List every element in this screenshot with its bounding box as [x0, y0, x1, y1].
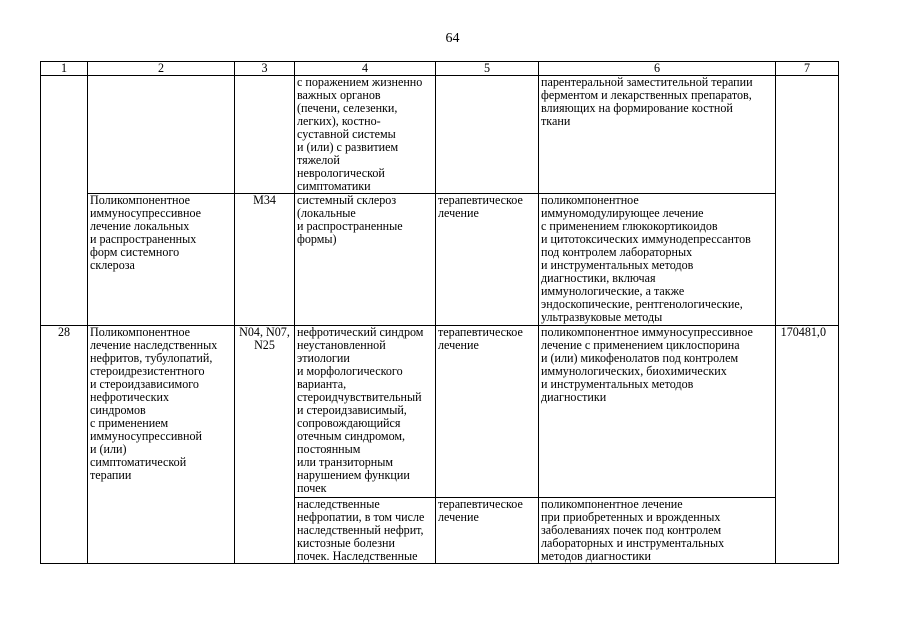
- header-row: [41, 62, 839, 76]
- page-number: 64: [445, 31, 460, 46]
- icd-code-cell: M34: [235, 194, 295, 326]
- icd-code-cell: [235, 76, 295, 194]
- treatment-method-cell: поликомпонентное иммуносупрессивное лечение с применением циклоспорина и (или) микофенолатов под контролем иммунологических, биохимических и инструментальных методов диагностики: [539, 326, 776, 498]
- treatment-type-cell: терапевтическое лечение: [436, 194, 539, 326]
- table-row: [41, 498, 839, 564]
- treatment-method-cell: парентеральной заместительной терапии ферментом и лекарственных препаратов, влияющих на формирование костной ткани: [539, 76, 776, 194]
- treatment-method-cell: поликомпонентное иммуномодулирующее лечение с применением глюкокортикоидов и цитотоксических иммунодепрессантов под контролем лабораторных и инструментальных методов диагностики, включая иммунологические, а также эндоскопические, рентгенологические, ультразвуковые методы: [539, 194, 776, 326]
- treatment-type-cell: терапевтическое лечение: [436, 498, 539, 564]
- row-number-cell: 28: [41, 326, 88, 498]
- header-col-1: 1: [41, 62, 88, 76]
- header-col-6: 6: [539, 62, 776, 76]
- treatment-type-cell: терапевтическое лечение: [436, 326, 539, 498]
- care-type-cell: Поликомпонентное лечение наследственных нефритов, тубулопатий, стероидрезистентного и стероидзависимого нефротических синдромов с применением иммуносупрессивной и (или) симптоматической терапии: [88, 326, 235, 498]
- table-row: [41, 76, 839, 194]
- cost-cell: [776, 76, 839, 194]
- cost-cell: [776, 498, 839, 564]
- care-type-cell: [88, 76, 235, 194]
- patient-model-cell: наследственные нефропатии, в том числе наследственный нефрит, кистозные болезни почек. Наследственные: [295, 498, 436, 564]
- header-col-2: 2: [88, 62, 235, 76]
- header-col-7: 7: [776, 62, 839, 76]
- icd-code-cell: [235, 498, 295, 564]
- row-number-cell: [41, 76, 88, 194]
- medical-care-table: [40, 61, 839, 564]
- treatment-method-cell: поликомпонентное лечение при приобретенных и врожденных заболеваниях почек под контролем лабораторных и инструментальных методов диагностики: [539, 498, 776, 564]
- header-col-4: 4: [295, 62, 436, 76]
- patient-model-cell: системный склероз (локальные и распространенные формы): [295, 194, 436, 326]
- patient-model-cell: нефротический синдром неустановленной этиологии и морфологического варианта, стероидчувствительный и стероидзависимый, сопровождающийся отечным синдромом, постоянным или транзиторным нарушением функции почек: [295, 326, 436, 498]
- table-row: [41, 194, 839, 326]
- icd-code-cell: N04, N07, N25: [235, 326, 295, 498]
- cost-cell: 170481,0: [776, 326, 839, 498]
- patient-model-cell: с поражением жизненно важных органов (печени, селезенки, легких), костно- суставной системы и (или) с развитием тяжелой неврологической симптоматики: [295, 76, 436, 194]
- table-row: [41, 326, 839, 498]
- care-type-cell: [88, 498, 235, 564]
- header-col-3: 3: [235, 62, 295, 76]
- care-type-cell: Поликомпонентное иммуносупрессивное лечение локальных и распространенных форм системного склероза: [88, 194, 235, 326]
- treatment-type-cell: [436, 76, 539, 194]
- header-col-5: 5: [436, 62, 539, 76]
- cost-cell: [776, 194, 839, 326]
- row-number-cell: [41, 194, 88, 326]
- row-number-cell: [41, 498, 88, 564]
